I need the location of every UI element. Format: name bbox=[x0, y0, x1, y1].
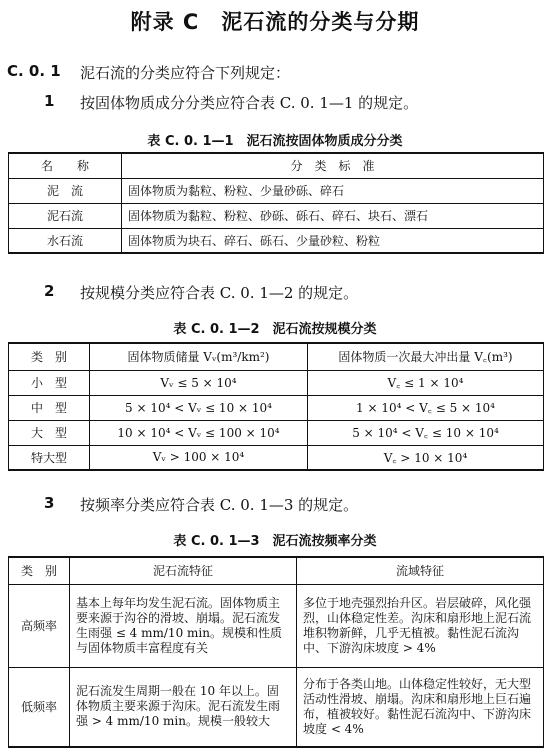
table-cell: V꜀ ≤ 1 × 10⁴ bbox=[308, 370, 544, 395]
table-header: 类 别 bbox=[9, 343, 90, 370]
item-text: 按频率分类应符合表 C. 0. 1—3 的规定。 bbox=[80, 496, 359, 514]
table-cell: 特大型 bbox=[9, 445, 90, 470]
page-title: 附录 C 泥石流的分类与分期 bbox=[130, 10, 420, 34]
table-cell: 5 × 10⁴ < V꜀ ≤ 10 × 10⁴ bbox=[308, 420, 544, 445]
table-cell: 多位于地壳强烈抬升区。岩层破碎，风化强烈，山体稳定性差。沟床和扇形地上泥石流堆积物新鲜，几乎无植被。黏性泥石流沟中、下游沟床坡度 > 4% bbox=[297, 584, 544, 667]
table-header: 固体物质一次最大冲出量 V꜀(m³) bbox=[308, 343, 544, 370]
clause-text: 泥石流的分类应符合下列规定： bbox=[80, 64, 291, 82]
table-cell: 中 型 bbox=[9, 395, 90, 420]
table-cell: 水石流 bbox=[9, 228, 122, 253]
table-cell: 固体物质为黏粒、粉粒、少量砂砾、碎石 bbox=[122, 178, 544, 203]
table-cell: 泥石流发生周期一般在 10 年以上。固体物质主要来源于沟床。泥石流发生雨强 > 4 mm/10 min。规模一般较大 bbox=[70, 667, 297, 747]
clause-number: C. 0. 1 bbox=[7, 62, 61, 80]
item-number: 3 bbox=[44, 494, 55, 512]
table-cell: 小 型 bbox=[9, 370, 90, 395]
table-cell: Vᵥ > 100 × 10⁴ bbox=[90, 445, 308, 470]
table-header: 泥石流特征 bbox=[70, 557, 297, 584]
table-cell: 10 × 10⁴ < Vᵥ ≤ 100 × 10⁴ bbox=[90, 420, 308, 445]
table-cell: 大 型 bbox=[9, 420, 90, 445]
table-header: 名 称 bbox=[9, 153, 122, 178]
item-number: 2 bbox=[44, 282, 55, 300]
table-header: 固体物质储量 Vᵥ(m³/km²) bbox=[90, 343, 308, 370]
table-cell: 固体物质为块石、碎石、砾石、少量砂粒、粉粒 bbox=[122, 228, 544, 253]
table-cell: Vᵥ ≤ 5 × 10⁴ bbox=[90, 370, 308, 395]
table-header: 流域特征 bbox=[297, 557, 544, 584]
table-header: 类 别 bbox=[9, 557, 70, 584]
table-header: 分 类 标 准 bbox=[122, 153, 544, 178]
table-cell: 5 × 10⁴ < Vᵥ ≤ 10 × 10⁴ bbox=[90, 395, 308, 420]
table-cell: 泥 流 bbox=[9, 178, 122, 203]
item-text: 按规模分类应符合表 C. 0. 1—2 的规定。 bbox=[80, 284, 359, 302]
table-caption: 表 C. 0. 1—1 泥石流按固体物质成分分类 bbox=[147, 134, 403, 149]
item-number: 1 bbox=[44, 92, 55, 110]
table-solid-composition bbox=[8, 152, 544, 254]
table-cell: 基本上每年均发生泥石流。固体物质主要来源于沟谷的滑坡、崩塌。泥石流发生雨强 ≤ 4 mm/10 min。规模和性质与固体物质丰富程度有关 bbox=[70, 584, 297, 667]
table-caption: 表 C. 0. 1—3 泥石流按频率分类 bbox=[173, 534, 377, 549]
table-caption: 表 C. 0. 1—2 泥石流按规模分类 bbox=[173, 322, 377, 337]
table-cell: 固体物质为黏粒、粉粒、砂砾、砾石、碎石、块石、漂石 bbox=[122, 203, 544, 228]
table-cell: 1 × 10⁴ < V꜀ ≤ 5 × 10⁴ bbox=[308, 395, 544, 420]
item-text: 按固体物质成分分类应符合表 C. 0. 1—1 的规定。 bbox=[80, 94, 419, 112]
table-cell: V꜀ > 10 × 10⁴ bbox=[308, 445, 544, 470]
table-frequency bbox=[8, 556, 544, 748]
table-cell: 泥石流 bbox=[9, 203, 122, 228]
table-cell: 低频率 bbox=[9, 667, 70, 747]
table-scale bbox=[8, 342, 544, 471]
table-cell: 分布于各类山地。山体稳定性较好，无大型活动性滑坡、崩塌。沟床和扇形地上巨石遍布，植被较好。黏性泥石流沟中、下游沟床坡度 < 4% bbox=[297, 667, 544, 747]
table-cell: 高频率 bbox=[9, 584, 70, 667]
